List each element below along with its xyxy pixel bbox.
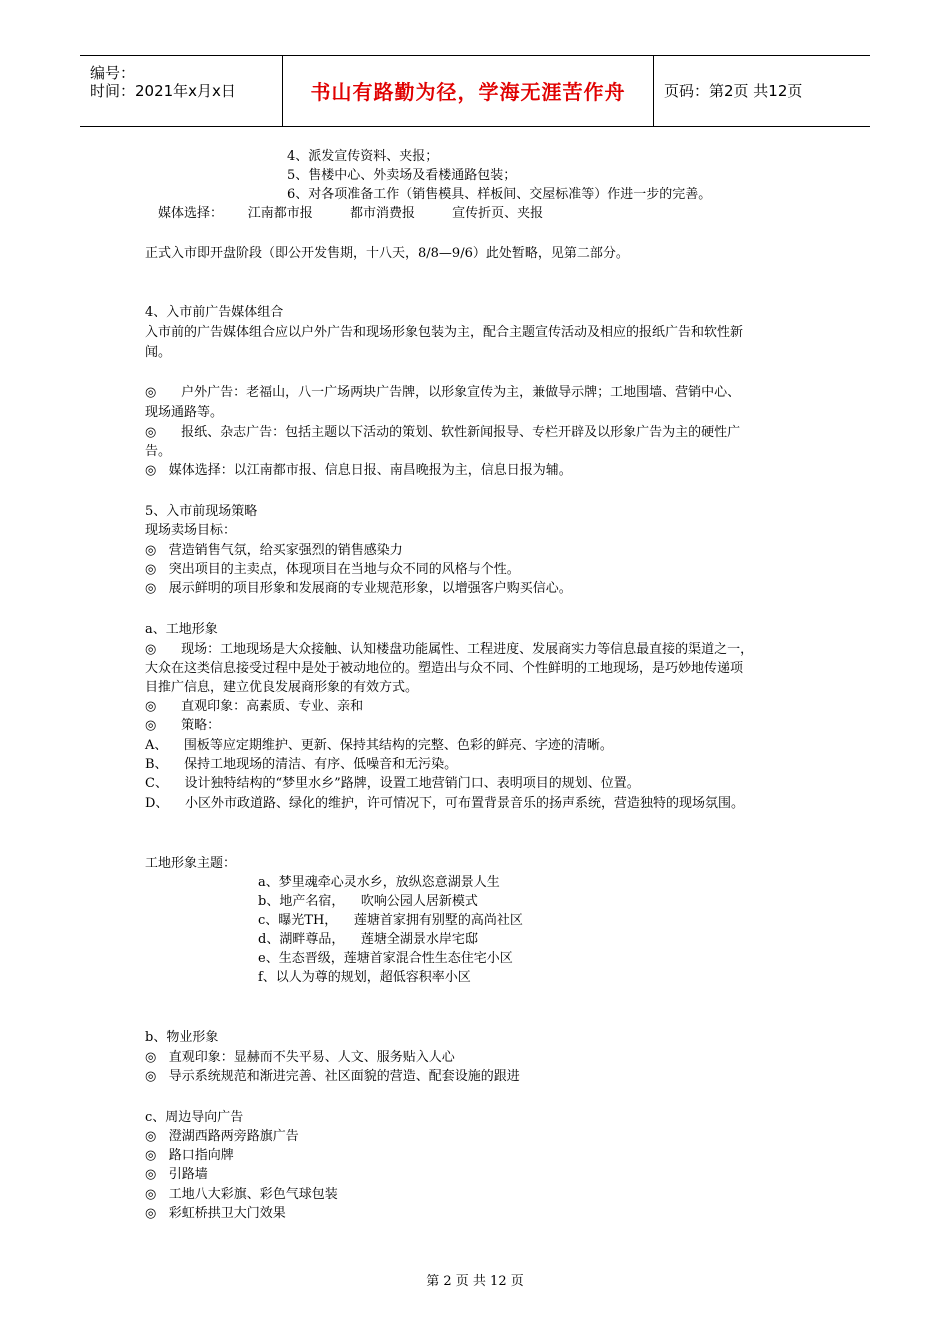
- theme-item: d、湖畔尊品， 莲塘全湖景水岸宅邸: [258, 932, 478, 947]
- text-line: ◎ 报纸、杂志广告：包括主题以下活动的策划、软性新闻报导、专栏开辟及以形象广告为主的硬性广: [145, 425, 741, 440]
- text-line: ◎ 直观印象：显赫而不失平易、人文、服务贴入人心: [145, 1050, 455, 1065]
- text-line: 5、售楼中心、外卖场及看楼通路包装；: [287, 168, 517, 183]
- document-time-label: 时间：2021年x月x日: [90, 82, 236, 100]
- theme-item: e、生态晋级，莲塘首家混合性生态住宅小区: [258, 951, 513, 966]
- text-line: ◎ 媒体选择：以江南都市报、信息日报、南昌晚报为主，信息日报为辅。: [145, 463, 572, 478]
- text-line: A、 围板等应定期维护、更新、保持其结构的完整、色彩的鲜亮、字迹的清晰。: [145, 738, 613, 753]
- text-line: B、 保持工地现场的清洁、有序、低噪音和无污染。: [145, 757, 458, 772]
- text-line: ◎ 突出项目的主卖点，体现项目在当地与众不同的风格与个性。: [145, 562, 520, 577]
- text-line: ◎ 策略：: [145, 718, 221, 733]
- document-number-label: 编号：: [90, 64, 136, 82]
- section-heading: 5、入市前现场策略: [145, 504, 258, 519]
- text-line: 现场卖场目标：: [145, 523, 237, 538]
- text-line: ◎ 营造销售气氛，给买家强烈的销售感染力: [145, 543, 403, 558]
- header-page-info: 页码：第2页 共12页: [664, 82, 803, 100]
- text-line: ◎ 引路墙: [145, 1167, 208, 1182]
- text-line: ◎ 展示鲜明的项目形象和发展商的专业规范形象，以增强客户购买信心。: [145, 581, 572, 596]
- page-footer: 第 2 页 共 12 页: [426, 1274, 524, 1289]
- text-line: 入市前的广告媒体组合应以户外广告和现场形象包装为主，配合主题宣传活动及相应的报纸广告和软性新: [145, 325, 744, 340]
- header-motto: 书山有路勤为径，学海无涯苦作舟: [310, 80, 626, 104]
- text-line: ◎ 路口指向牌: [145, 1148, 234, 1163]
- text-line: 6、对各项准备工作（销售模具、样板间、交屋标准等）作进一步的完善。: [287, 187, 712, 202]
- subsection-heading: b、物业形象: [145, 1030, 219, 1045]
- header-meta-cell: [80, 56, 283, 126]
- text-line: 工地形象主题：: [145, 856, 237, 871]
- text-line: 告。: [145, 444, 172, 459]
- text-line: C、 设计独特结构的“梦里水乡”路牌，设置工地营销门口、表明项目的规划、位置。: [145, 776, 640, 791]
- page-header: [80, 55, 870, 127]
- text-line: ◎ 导示系统规范和渐进完善、社区面貌的营造、配套设施的跟进: [145, 1069, 520, 1084]
- theme-item: c、曝光TH， 莲塘首家拥有别墅的高尚社区: [258, 913, 523, 928]
- text-line: D、 小区外市政道路、绿化的维护，许可情况下，可布置背景音乐的扬声系统，营造独特的现场氛围。: [145, 796, 744, 811]
- theme-item: a、梦里魂牵心灵水乡，放纵恣意湖景人生: [258, 875, 500, 890]
- text-line: ◎ 现场：工地现场是大众接触、认知楼盘功能属性、工程进度、发展商实力等信息最直接的渠道之一，: [145, 642, 754, 657]
- text-line: 闻。: [145, 345, 172, 360]
- text-line: ◎ 彩虹桥拱卫大门效果: [145, 1206, 286, 1221]
- text-line: 4、派发宣传资料、夹报；: [287, 149, 439, 164]
- header-page-cell: [654, 56, 870, 126]
- theme-item: b、地产名宿， 吹响公园人居新模式: [258, 894, 478, 909]
- text-line: 目推广信息，建立优良发展商形象的有效方式。: [145, 680, 419, 695]
- text-line: 正式入市即开盘阶段（即公开发售期，十八天，8/8—9/6）此处暂略，见第二部分。: [145, 246, 629, 261]
- text-line: ◎ 澄湖西路两旁路旗广告: [145, 1129, 299, 1144]
- section-heading: 4、入市前广告媒体组合: [145, 305, 284, 320]
- theme-item: f、以人为尊的规划，超低容积率小区: [258, 970, 471, 985]
- text-line: 大众在这类信息接受过程中是处于被动地位的。塑造出与众不同、个性鲜明的工地现场，是巧妙地传递项: [145, 661, 744, 676]
- subsection-heading: c、周边导向广告: [145, 1110, 244, 1125]
- header-motto-cell: [283, 56, 654, 126]
- text-line: ◎ 直观印象：高素质、专业、亲和: [145, 699, 364, 714]
- subsection-heading: a、工地形象: [145, 622, 218, 637]
- text-line: ◎ 工地八大彩旗、彩色气球包装: [145, 1187, 338, 1202]
- text-line: 媒体选择： 江南都市报 都市消费报 宣传折页、夹报: [158, 206, 544, 221]
- text-line: ◎ 户外广告：老福山，八一广场两块广告牌，以形象宣传为主，兼做导示牌；工地围墙、营销中心、: [145, 385, 741, 400]
- text-line: 现场通路等。: [145, 405, 224, 420]
